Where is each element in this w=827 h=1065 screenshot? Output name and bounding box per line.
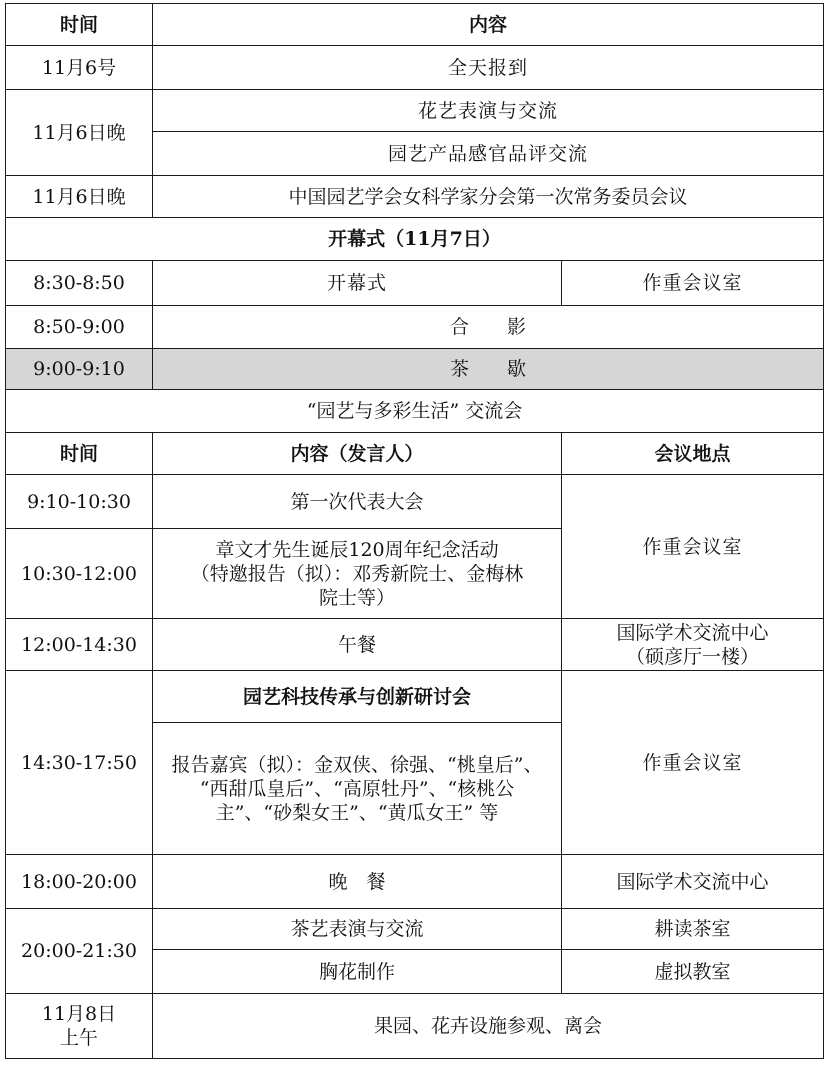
seminar-subtitle: 园艺科技传承与创新研讨会: [153, 671, 562, 723]
row-content: 花艺表演与交流: [153, 90, 824, 132]
table-row: [6, 909, 824, 950]
row-time: 14:30-17:50: [6, 671, 153, 855]
forum-title: “园艺与多彩生活” 交流会: [6, 390, 824, 433]
row-location: 国际学术交流中心: [562, 855, 824, 909]
table-header-row: [6, 4, 824, 46]
time-line: 11月8日: [41, 1003, 117, 1025]
row-location: 耕读茶室: [562, 909, 824, 950]
opening-title: 开幕式（11月7日）: [6, 218, 824, 261]
row-time: 18:00-20:00: [6, 855, 153, 909]
row-time: 20:00-21:30: [6, 909, 153, 994]
row-content: [153, 529, 562, 619]
guests-line: 报告嘉宾（拟）：金双侠、徐强、“桃皇后”、: [171, 753, 543, 776]
header-content: 内容: [153, 4, 824, 46]
header-time: 时间: [6, 4, 153, 46]
guests-line: “西甜瓜皇后”、“高原牡丹”、“核桃公: [199, 777, 515, 800]
row-content: 开幕式: [153, 261, 562, 306]
content-line: （特邀报告（拟）：邓秀新院士、金梅林: [190, 562, 524, 585]
row-location: 虚拟教室: [562, 950, 824, 994]
forum-header-content: 内容（发言人）: [153, 433, 562, 475]
row-content: 午餐: [153, 619, 562, 671]
row-location: 作重会议室: [562, 475, 824, 619]
row-content: [153, 723, 562, 855]
guests-line: 主”、“砂梨女王”、“黄瓜女王” 等: [215, 801, 499, 824]
row-time: 8:50-9:00: [6, 306, 153, 349]
table-row: [6, 46, 824, 90]
row-time: 9:00-9:10: [6, 349, 153, 390]
row-time: [6, 994, 153, 1059]
row-time: 9:10-10:30: [6, 475, 153, 529]
table-row: [6, 261, 824, 306]
row-location: 作重会议室: [562, 261, 824, 306]
forum-header-location: 会议地点: [562, 433, 824, 475]
row-content: 园艺产品感官品评交流: [153, 132, 824, 176]
location-line: 国际学术交流中心: [616, 621, 769, 644]
content-line: 章文才先生诞辰120周年纪念活动: [215, 538, 499, 561]
row-content: 茶 歇: [153, 349, 824, 390]
forum-header-row: [6, 433, 824, 475]
row-time: 10:30-12:00: [6, 529, 153, 619]
table-row: [6, 349, 824, 390]
row-location: [562, 619, 824, 671]
row-time: 8:30-8:50: [6, 261, 153, 306]
row-time: 11月6日晚: [6, 90, 153, 176]
row-content: 全天报到: [153, 46, 824, 90]
table-row: [6, 306, 824, 349]
table-row: [6, 176, 824, 218]
content-line: 院士等）: [318, 586, 395, 609]
forum-header-time: 时间: [6, 433, 153, 475]
row-content: 中国园艺学会女科学家分会第一次常务委员会议: [153, 176, 824, 218]
row-location: 作重会议室: [562, 671, 824, 855]
table-row: [6, 619, 824, 671]
table-row: [6, 994, 824, 1059]
row-time: 11月6日晚: [6, 176, 153, 218]
table-row: [6, 90, 824, 132]
row-content: 果园、花卉设施参观、离会: [153, 994, 824, 1059]
table-row: [6, 671, 824, 723]
location-line: （硕彦厅一楼）: [626, 645, 760, 668]
row-content: 晚 餐: [153, 855, 562, 909]
row-content: 第一次代表大会: [153, 475, 562, 529]
table-row: [6, 855, 824, 909]
section-title-row: [6, 390, 824, 433]
table-row: [6, 475, 824, 529]
agenda-table: [5, 3, 824, 1059]
section-title-row: [6, 218, 824, 261]
row-content: 茶艺表演与交流: [153, 909, 562, 950]
row-content: 胸花制作: [153, 950, 562, 994]
row-content: 合 影: [153, 306, 824, 349]
row-time: 12:00-14:30: [6, 619, 153, 671]
row-time: 11月6号: [6, 46, 153, 90]
time-line: 上午: [59, 1027, 98, 1049]
